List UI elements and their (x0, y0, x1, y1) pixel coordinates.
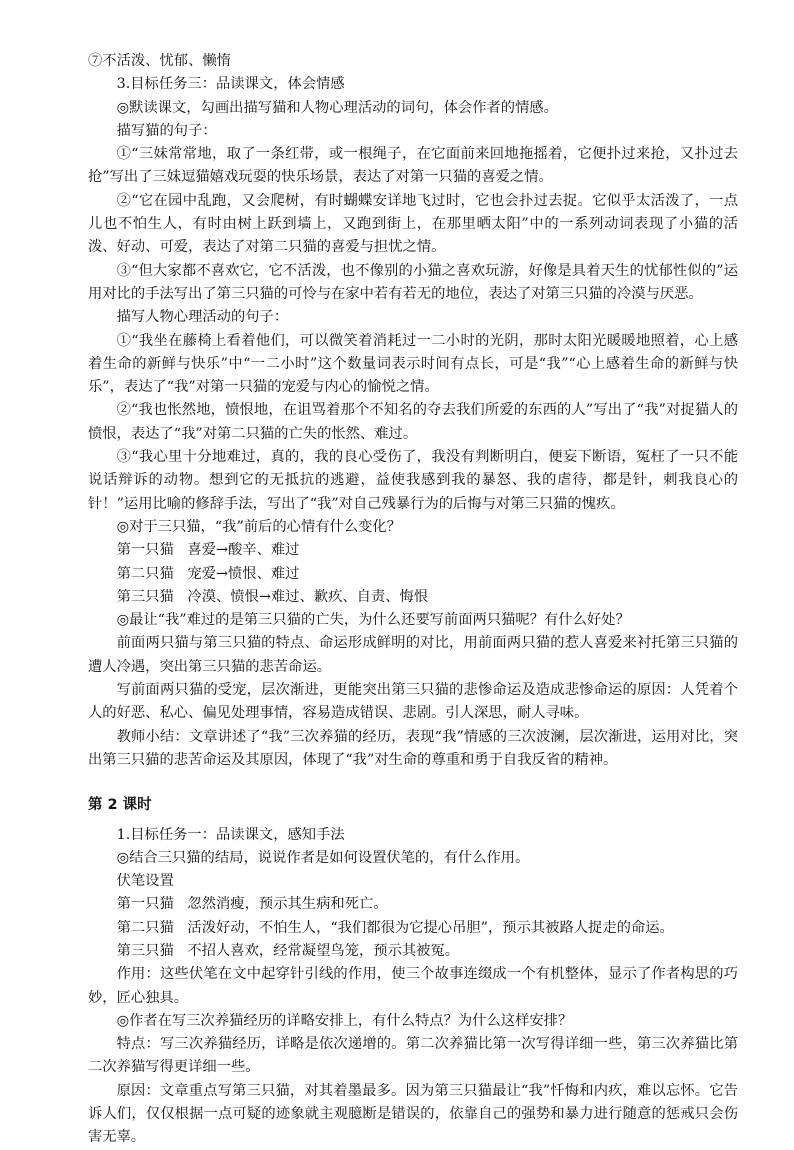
paragraph: ③“我心里十分地难过，真的，我的良心受伤了，我没有判断明白，便妄下断语，冤枉了一只不能说话辩诉的动物。想到它的无抵抗的逃避，益使我感到我的暴怒、我的虐待，都是针，刺我良心的针！”运用比喻的修辞手法，写出了“我”对自己残暴行为的后悔与对第三只猫的愧疚。 (88, 449, 738, 512)
paragraph: ①“我坐在藤椅上看着他们，可以微笑着消耗过一二小时的光阴，那时太阳光暖暖地照着，心上感着生命的新鲜与快乐”中“一二小时”这个数量词表示时间有点长，可是“我”“心上感着生命的新鲜与快乐”，表达了“我”对第一只猫的宠爱与内心的愉悦之情。 (88, 332, 738, 396)
cat-label: 第二只猫 (116, 565, 174, 582)
cat-row (88, 539, 738, 562)
cat-feeling: 宠爱→愤恨、难过 (187, 565, 300, 582)
subheading: 伏笔设置 (116, 873, 174, 890)
question: ◎结合三只猫的结局，说说作者是如何设置伏笔的，有什么作用。 (116, 849, 530, 866)
paragraph: ②“它在园中乱跑，又会爬树，有时蝴蝶安详地飞过时，它也会扑过去捉。它似乎太活泼了，一点儿也不怕生人，有时由树上跃到墙上，又跑到街上，在那里晒太阳”中的一系列动词表现了小猫的活泼、好动、可爱，表达了对第二只猫的喜爱与担忧之情。 (88, 192, 738, 256)
cat-label: 第三只猫 (116, 942, 174, 959)
paragraph: 写前面两只猫的受宠，层次渐进，更能突出第三只猫的悲惨命运及造成悲惨命运的原因：人凭着个人的好恶、私心、偏见处理事情，容易造成错误、悲剧。引人深思，耐人寻味。 (88, 682, 738, 722)
cat-row (88, 563, 738, 586)
paragraph: 特点：写三次养猫经历，详略是依次递增的。第二次养猫比第一次写得详细一些，第三次养猫比第二次养猫写得更详细一些。 (88, 1036, 738, 1076)
lesson-heading: 第 2 课时 (88, 797, 152, 814)
cat-label: 第二只猫 (116, 919, 174, 936)
cat-row (88, 940, 738, 963)
cat-row (88, 586, 738, 609)
cat-label: 第一只猫 (116, 542, 174, 559)
foreshadow-text: 活泼好动，不怕生人，“我们都很为它提心吊胆”，预示其被路人捉走的命运。 (187, 919, 674, 936)
subheading: 描写猫的句子： (116, 122, 217, 139)
cat-feeling: 冷漠、愤恨→难过、歉疚、自责、悔恨 (187, 588, 429, 605)
task-heading: 3.目标任务三：品读课文，体会情感 (116, 76, 345, 93)
list-item: ⑦不活泼、忧郁、懒惰 (88, 53, 231, 69)
document-page (88, 50, 738, 1150)
paragraph: ①“三妹常常地，取了一条红带，或一根绳子，在它面前来回地拖摇着，它便扑过来抢，又扑过去抢”写出了三妹逗猫嬉戏玩耍的快乐场景，表达了对第一只猫的喜爱之情。 (88, 146, 738, 186)
question: ◎对于三只猫，“我”前后的心情有什么变化？ (116, 518, 402, 535)
task-heading: 1.目标任务一：品读课文，感知手法 (116, 826, 345, 843)
question: ◎最让“我”难过的是第三只猫的亡失，为什么还要写前面两只猫呢？有什么好处？ (116, 612, 630, 629)
cat-label: 第三只猫 (116, 588, 174, 605)
paragraph: ③“但大家都不喜欢它，它不活泼，也不像别的小猫之喜欢玩游，好像是具着天生的忧郁性似的”运用对比的手法写出了第三只猫的可怜与在家中若有若无的地位，表达了对第三只猫的冷漠与厌恶。 (88, 262, 738, 302)
question: ◎默读课文，勾画出描写猫和人物心理活动的词句，体会作者的情感。 (116, 99, 558, 116)
subheading: 描写人物心理活动的句子： (116, 309, 289, 326)
cat-feeling: 喜爱→酸辛、难过 (187, 542, 300, 559)
question: ◎作者在写三次养猫经历的详略安排上，有什么特点？为什么这样安排？ (116, 1012, 573, 1029)
paragraph: 前面两只猫与第三只猫的特点、命运形成鲜明的对比，用前面两只猫的惹人喜爱来衬托第三只猫的遭人冷遇，突出第三只猫的悲苦命运。 (88, 635, 738, 675)
foreshadow-text: 忽然消瘦，预示其生病和死亡。 (187, 896, 388, 913)
cat-row (88, 893, 738, 916)
teacher-summary: 教师小结：文章讲述了“我”三次养猫的经历，表现“我”情感的三次波澜，层次渐进，运用对比，突出第三只猫的悲苦命运及其原因，体现了“我”对生命的尊重和勇于自我反省的精神。 (88, 728, 738, 768)
paragraph: ②“我也怅然地，愤恨地，在诅骂着那个不知名的夺去我们所爱的东西的人”写出了“我”对捉猫人的愤恨，表达了“我”对第二只猫的亡失的怅然、难过。 (88, 402, 738, 442)
paragraph: 作用：这些伏笔在文中起穿针引线的作用，使三个故事连缀成一个有机整体，显示了作者构思的巧妙，匠心独具。 (88, 966, 738, 1006)
cat-label: 第一只猫 (116, 896, 174, 913)
paragraph: 原因：文章重点写第三只猫，对其着墨最多。因为第三只猫最让“我”忏悔和内疚，难以忘怀。它告诉人们，仅仅根据一点可疑的迹象就主观臆断是错误的，依靠自己的强势和暴力进行随意的惩戒只会伤害无辜。 (88, 1082, 738, 1146)
cat-row (88, 917, 738, 940)
foreshadow-text: 不招人喜欢，经常凝望鸟笼，预示其被冤。 (187, 942, 460, 959)
